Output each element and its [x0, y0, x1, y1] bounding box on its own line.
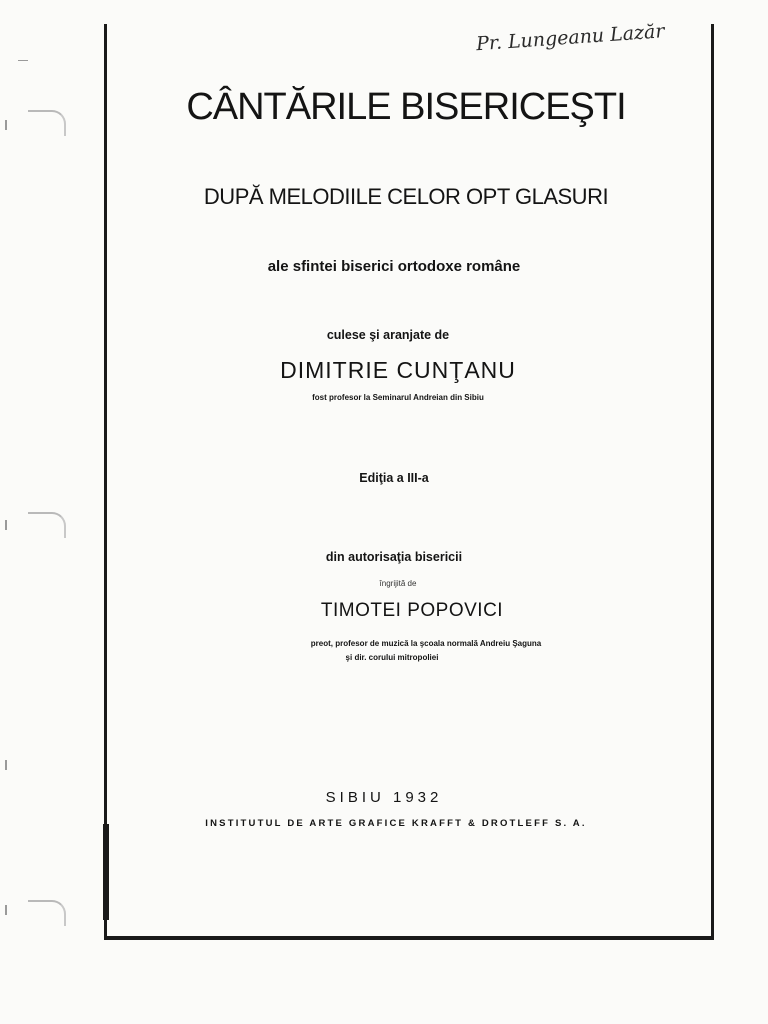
binder-punch-mark: [28, 110, 66, 136]
book-title: CÂNTĂRILE BISERICEŞTI: [186, 86, 626, 128]
church-line: ale sfintei biserici ortodoxe române: [267, 258, 521, 275]
margin-mark: [5, 905, 7, 915]
binder-punch-mark: [28, 900, 66, 926]
printer-line: INSTITUTUL DE ARTE GRAFICE KRAFFT & DROTLEFF S. A.: [205, 818, 587, 829]
author-name: DIMITRIE CUNŢANU: [280, 357, 516, 383]
approval-line: din autorisaţia bisericii: [325, 550, 463, 564]
binder-punch-mark: [28, 512, 66, 538]
margin-mark: [5, 760, 7, 770]
margin-mark: [5, 520, 7, 530]
editor-role-1: preot, profesor de muzică la şcoala normală Andreiu Şaguna: [310, 639, 542, 648]
city-year: SIBIU 1932: [325, 789, 443, 806]
collected-by: culese şi aranjate de: [326, 328, 450, 342]
editor-name: TIMOTEI POPOVICI: [320, 600, 504, 621]
editor-role-2: şi dir. corului mitropoliei: [345, 653, 439, 662]
margin-mark: [5, 120, 7, 130]
edition: Ediţia a III-a: [359, 471, 429, 485]
margin-mark: [18, 60, 28, 61]
book-subtitle: DUPĂ MELODIILE CELOR OPT GLASURI: [203, 184, 609, 209]
care-of: îngrijită de: [379, 579, 417, 588]
handwritten-signature: Pr. Lungeanu Lazăr: [475, 20, 666, 56]
author-role: fost profesor la Seminarul Andreian din Sibiu: [312, 393, 484, 402]
